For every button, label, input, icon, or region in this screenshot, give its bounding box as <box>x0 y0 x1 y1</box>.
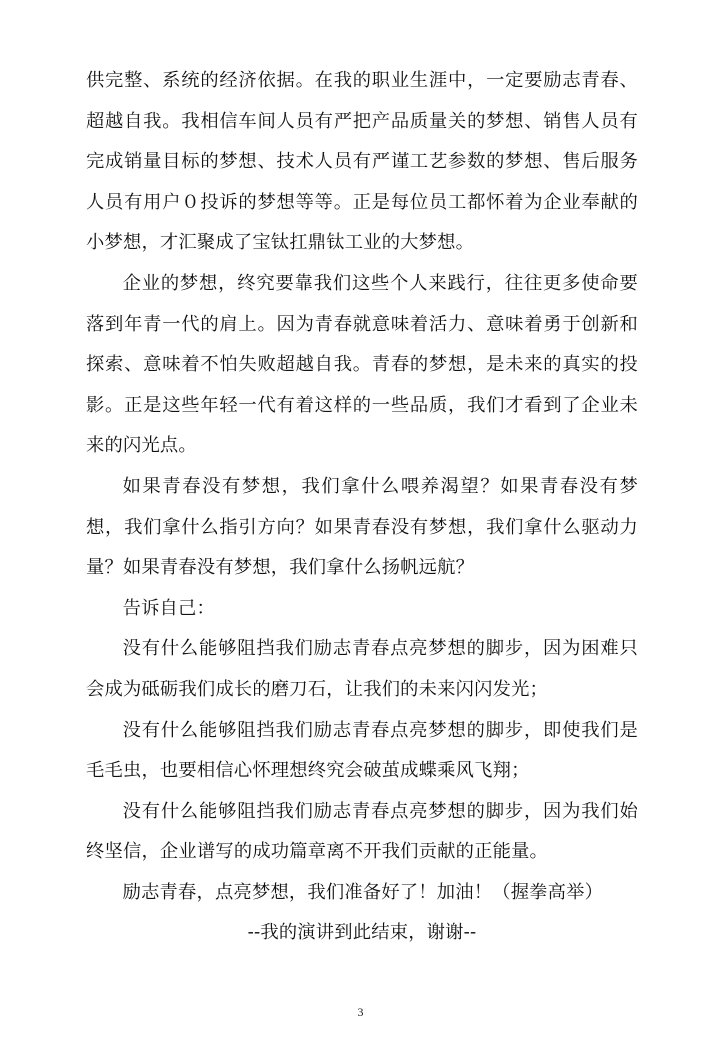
body-text <box>86 61 638 954</box>
paragraph-rhetorical-questions: 如果青春没有梦想，我们拿什么喂养渴望？如果青春没有梦想，我们拿什么指引方向？如果青春没有梦想，我们拿什么驱动力量？如果青春没有梦想，我们拿什么扬帆远航？ <box>86 475 638 579</box>
page-number: 3 <box>357 1005 364 1019</box>
closing-line: --我的演讲到此结束，谢谢-- <box>247 922 477 944</box>
paragraph-rally: 励志青春，点亮梦想，我们准备好了！加油！（握拳高举） <box>122 881 604 903</box>
paragraph-nothing-stops-3: 没有什么能够阻挡我们励志青春点亮梦想的脚步，因为我们始终坚信，企业谱写的成功篇章离不开我们贡献的正能量。 <box>86 800 638 863</box>
paragraph-nothing-stops-2: 没有什么能够阻挡我们励志青春点亮梦想的脚步，即使我们是毛毛虫，也要相信心怀理想终究会破茧成蝶乘风飞翔； <box>86 719 638 782</box>
paragraph-tell-yourself: 告诉自己： <box>122 597 215 619</box>
paragraph-continued: 供完整、系统的经济依据。在我的职业生涯中，一定要励志青春、超越自我。我相信车间人员有严把产品质量关的梦想、销售人员有完成销量目标的梦想、技术人员有严谨工艺参数的梦想、售后服务人员有用户０投诉的梦想等等。正是每位员工都怀着为企业奉献的小梦想，才汇聚成了宝钛扛鼎钛工业的大梦想。 <box>86 70 638 254</box>
paragraph-nothing-stops-1: 没有什么能够阻挡我们励志青春点亮梦想的脚步，因为困难只会成为砥砺我们成长的磨刀石，让我们的未来闪闪发光； <box>86 638 638 700</box>
paragraph-enterprise-dream: 企业的梦想，终究要靠我们这些个人来践行，往往更多使命要落到年青一代的肩上。因为青春就意味着活力、意味着勇于创新和探索、意味着不怕失败超越自我。青春的梦想，是未来的真实的投影。正是这些年轻一代有着这样的一些品质，我们才看到了企业未来的闪光点。 <box>86 272 638 457</box>
